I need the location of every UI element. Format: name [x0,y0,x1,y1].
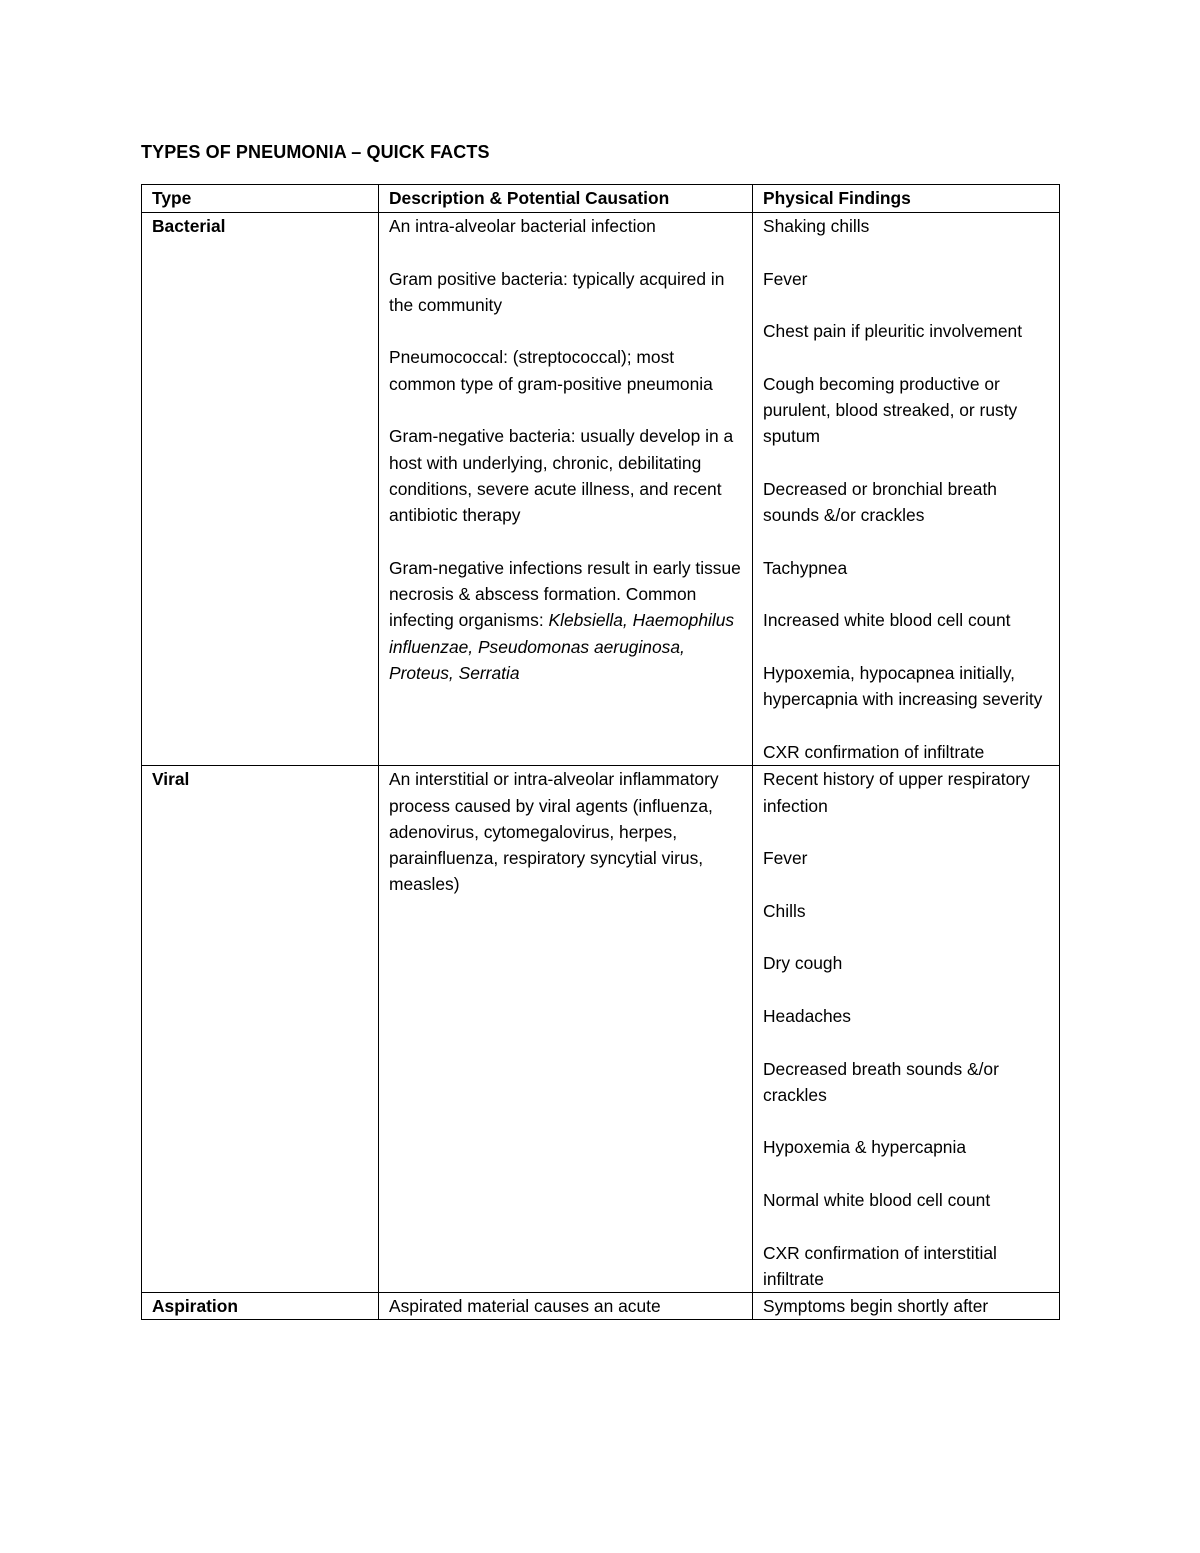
header-type: Type [142,185,379,213]
description-cell [379,213,753,766]
description-paragraph: Pneumococcal: (streptococcal); most common type of gram-positive pneumonia [389,347,713,394]
findings-cell [753,766,1060,1293]
description-cell [379,1293,753,1320]
pneumonia-table [141,184,1060,1320]
finding-item: Recent history of upper respiratory infection [763,769,1030,816]
findings-cell [753,1293,1060,1320]
finding-item: Chest pain if pleuritic involvement [763,321,1023,342]
finding-item: Hypoxemia, hypocapnea initially, hypercapnia with increasing severity [763,663,1043,710]
table-row-viral [142,766,1060,1293]
header-description: Description & Potential Causation [379,185,753,213]
organisms-intro: Gram-negative infections result in early tissue necrosis & abscess formation. Common infecting organisms: [389,557,741,631]
description-paragraph [389,555,744,686]
finding-item: Symptoms begin shortly after [763,1296,989,1317]
finding-item: Hypoxemia & hypercapnia [763,1137,966,1158]
header-findings: Physical Findings [753,185,1060,213]
type-cell: Aspiration [142,1293,379,1320]
table-header-row [142,185,1060,213]
description-paragraph: Gram-negative bacteria: usually develop in a host with underlying, chronic, debilitating conditions, severe acute illness, and recent antibiotic therapy [389,426,734,526]
finding-item: Decreased breath sounds &/or crackles [763,1058,999,1105]
finding-item: Headaches [763,1005,851,1026]
description-cell [379,766,753,1293]
finding-item: Cough becoming productive or purulent, blood streaked, or rusty sputum [763,373,1018,447]
page-title: TYPES OF PNEUMONIA – QUICK FACTS [141,142,490,162]
finding-item: Normal white blood cell count [763,1189,991,1210]
table-row-bacterial [142,213,1060,766]
type-cell: Bacterial [142,213,379,766]
finding-item: Dry cough [763,953,843,974]
description-paragraph: An intra-alveolar bacterial infection [389,216,656,236]
table-row-aspiration [142,1293,1060,1320]
finding-item: CXR confirmation of interstitial infiltrate [763,1242,997,1289]
finding-item: Fever [763,848,808,869]
finding-item: Decreased or bronchial breath sounds &/or crackles [763,478,997,526]
organisms-list: Klebsiella, Haemophilus influenzae, Pseudomonas aeruginosa, Proteus, Serratia [389,610,735,684]
findings-cell [753,213,1060,766]
finding-item: Chills [763,900,806,921]
finding-item: Increased white blood cell count [763,610,1011,631]
description-paragraph: An interstitial or intra-alveolar inflammatory process caused by viral agents (influenza, adenovirus, cytomegalovirus, herpes, parainfluenza, respiratory syncytial virus, measles) [389,769,719,895]
finding-item: Shaking chills [763,216,870,236]
finding-item: Fever [763,268,808,289]
type-cell: Viral [142,766,379,1293]
finding-item: Tachypnea [763,557,848,578]
description-paragraph: Gram positive bacteria: typically acquired in the community [389,268,725,315]
description-paragraph: Aspirated material causes an acute [389,1296,661,1317]
finding-item: CXR confirmation of infiltrate [763,741,985,762]
